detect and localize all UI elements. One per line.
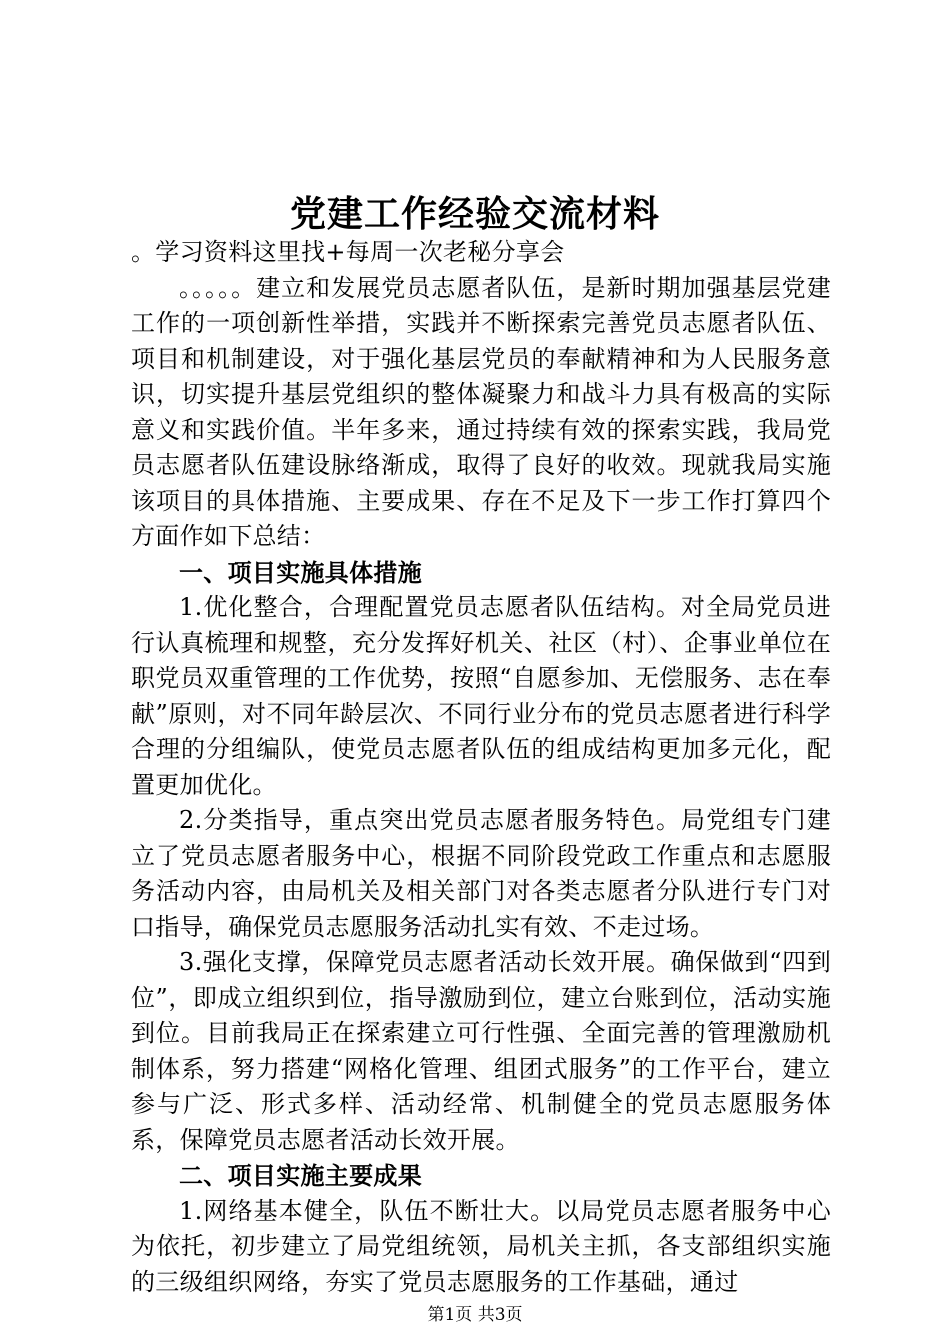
paragraph-intro: 。。。。。建立和发展党员志愿者队伍，是新时期加强基层党建工作的一项创新性举措，实践并不断探索完善党员志愿者队伍、项目和机制建设，对于强化基层党员的奉献精神和为人民服务意识，切实提升基层党组织的整体凝聚力和战斗力具有极高的实际意义和实践价值。半年多来，通过持续有效的探索实践，我局党员志愿者队伍建设脉络渐成，取得了良好的收效。现就我局实施该项目的具体措施、主要成果、存在不足及下一步工作打算四个方面作如下总结： xyxy=(131,273,831,550)
document-body xyxy=(131,235,831,1300)
paragraph-2: 2.分类指导，重点突出党员志愿者服务特色。局党组专门建立了党员志愿者服务中心，根据不同阶段党政工作重点和志愿服务活动内容，由局机关及相关部门对各类志愿者分队进行专门对口指导，确保党员志愿服务活动扎实有效、不走过场。 xyxy=(131,806,831,941)
document-title: 党建工作经验交流材料 xyxy=(289,193,660,235)
intro-line: 。学习资料这里找+每周一次老秘分享会 xyxy=(131,238,565,266)
paragraph-1: 1.优化整合，合理配置党员志愿者队伍结构。对全局党员进行认真梳理和规整，充分发挥好机关、社区（村）、企事业单位在职党员双重管理的工作优势，按照“自愿参加、无偿服务、志在奉献”原则，对不同年龄层次、不同行业分布的党员志愿者进行科学合理的分组编队，使党员志愿者队伍的组成结构更加多元化，配置更加优化。 xyxy=(131,593,831,799)
paragraph-4: 1.网络基本健全，队伍不断壮大。以局党员志愿者服务中心为依托，初步建立了局党组统领，局机关主抓，各支部组织实施的三级组织网络，夯实了党员志愿服务的工作基础，通过 xyxy=(131,1196,831,1296)
section-heading-1: 一、项目实施具体措施 xyxy=(179,557,422,587)
paragraph-3: 3.强化支撑，保障党员志愿者活动长效开展。确保做到“四到位”，即成立组织到位，指导激励到位，建立台账到位，活动实施到位。目前我局正在探索建立可行性强、全面完善的管理激励机制体系，努力搭建“网格化管理、组团式服务”的工作平台，建立参与广泛、形式多样、活动经常、机制健全的党员志愿服务体系，保障党员志愿者活动长效开展。 xyxy=(131,948,831,1154)
section-heading-2: 二、项目实施主要成果 xyxy=(179,1161,422,1190)
page-number-footer: 第1页 共3页 xyxy=(427,1305,523,1325)
